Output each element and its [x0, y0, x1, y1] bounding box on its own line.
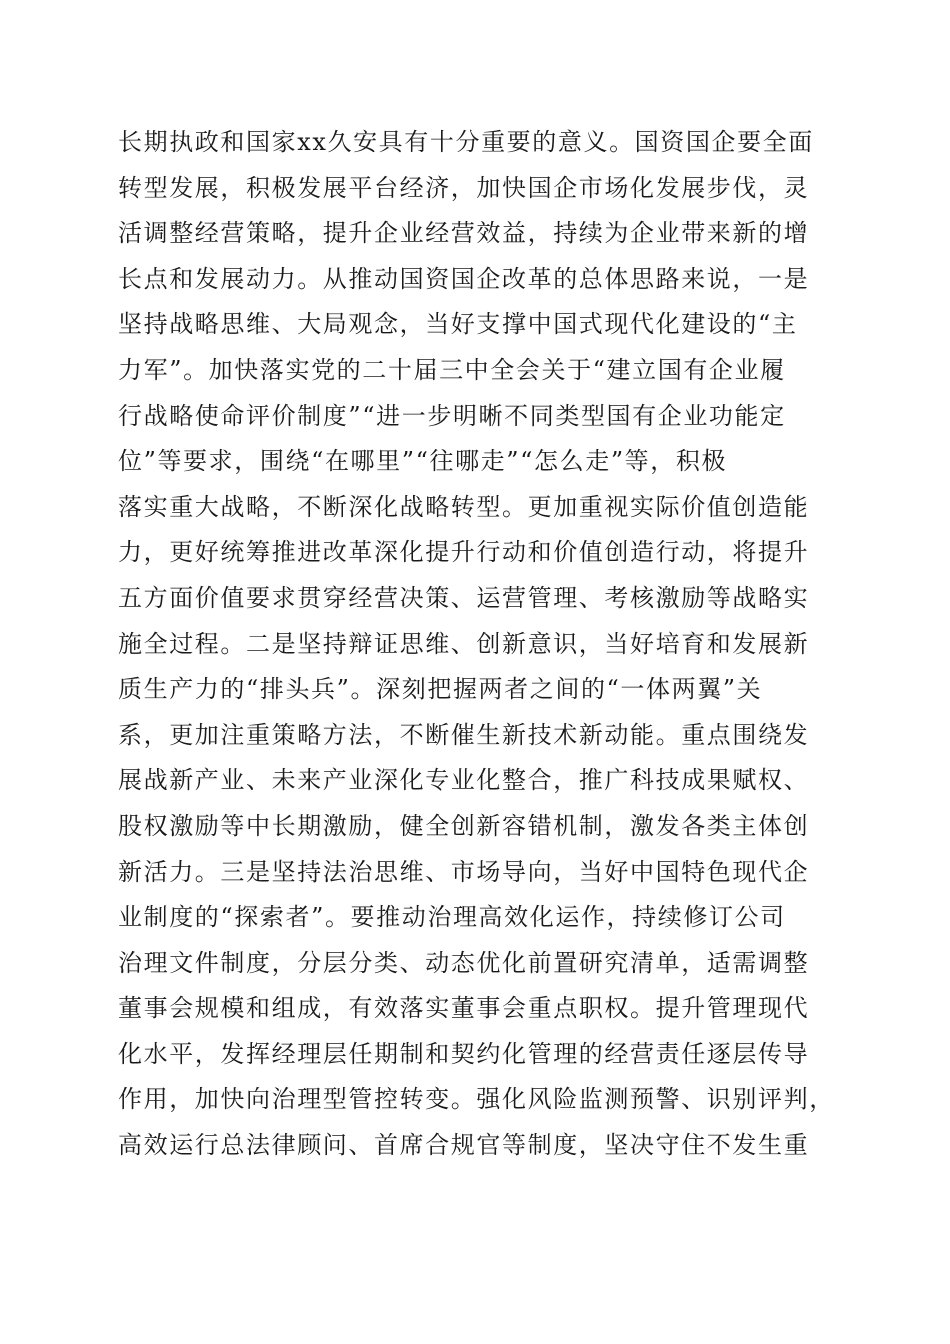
text-line: 落实重大战略，不断深化战略转型。更加重视实际价值创造能 — [118, 492, 810, 521]
text-line: 质生产力的“排头兵”。深刻把握两者之间的“一体两翼”关 — [118, 675, 763, 704]
text-line: 力军”。加快落实党的二十届三中全会关于“建立国有企业履 — [118, 355, 786, 384]
text-line: 行战略使命评价制度”“进一步明晰不同类型国有企业功能定 — [118, 401, 786, 430]
text-line: 化水平，发挥经理层任期制和契约化管理的经营责任逐层传导 — [118, 1039, 810, 1068]
text-line: 新活力。三是坚持法治思维、市场导向，当好中国特色现代企 — [118, 857, 810, 886]
text-line: 股权激励等中长期激励，健全创新容错机制，激发各类主体创 — [118, 811, 810, 840]
body-paragraph — [118, 120, 838, 1169]
text-line: 董事会规模和组成，有效落实董事会重点职权。提升管理现代 — [118, 994, 810, 1023]
text-line: 高效运行总法律顾问、首席合规官等制度，坚决守住不发生重 — [118, 1131, 810, 1160]
text-line: 作用，加快向治理型管控转变。强化风险监测预警、识别评判， — [118, 1085, 835, 1114]
text-line: 治理文件制度，分层分类、动态优化前置研究清单，适需调整 — [118, 948, 810, 977]
text-line: 力，更好统筹推进改革深化提升行动和价值创造行动，将提升 — [118, 538, 810, 567]
text-line: 转型发展，积极发展平台经济，加快国企市场化发展步伐，灵 — [118, 173, 810, 202]
text-line: 活调整经营策略，提升企业经营效益，持续为企业带来新的增 — [118, 219, 810, 248]
text-line: 施全过程。二是坚持辩证思维、创新意识，当好培育和发展新 — [118, 629, 810, 658]
text-line: 五方面价值要求贯穿经营决策、运营管理、考核激励等战略实 — [118, 583, 810, 612]
text-line: 坚持战略思维、大局观念，当好支撑中国式现代化建设的“主 — [118, 310, 798, 339]
text-line: 位”等要求，围绕“在哪里”“往哪走”“怎么走”等，积极 — [118, 447, 728, 476]
text-line: 长期执政和国家xx久安具有十分重要的意义。国资国企要全面 — [118, 128, 814, 156]
text-line: 长点和发展动力。从推动国资国企改革的总体思路来说，一是 — [118, 264, 810, 293]
text-line: 业制度的“探索者”。要推动治理高效化运作，持续修订公司 — [118, 903, 786, 932]
text-line: 展战新产业、未来产业深化专业化整合，推广科技成果赋权、 — [118, 766, 810, 795]
text-line: 系，更加注重策略方法，不断催生新技术新动能。重点围绕发 — [118, 720, 810, 749]
